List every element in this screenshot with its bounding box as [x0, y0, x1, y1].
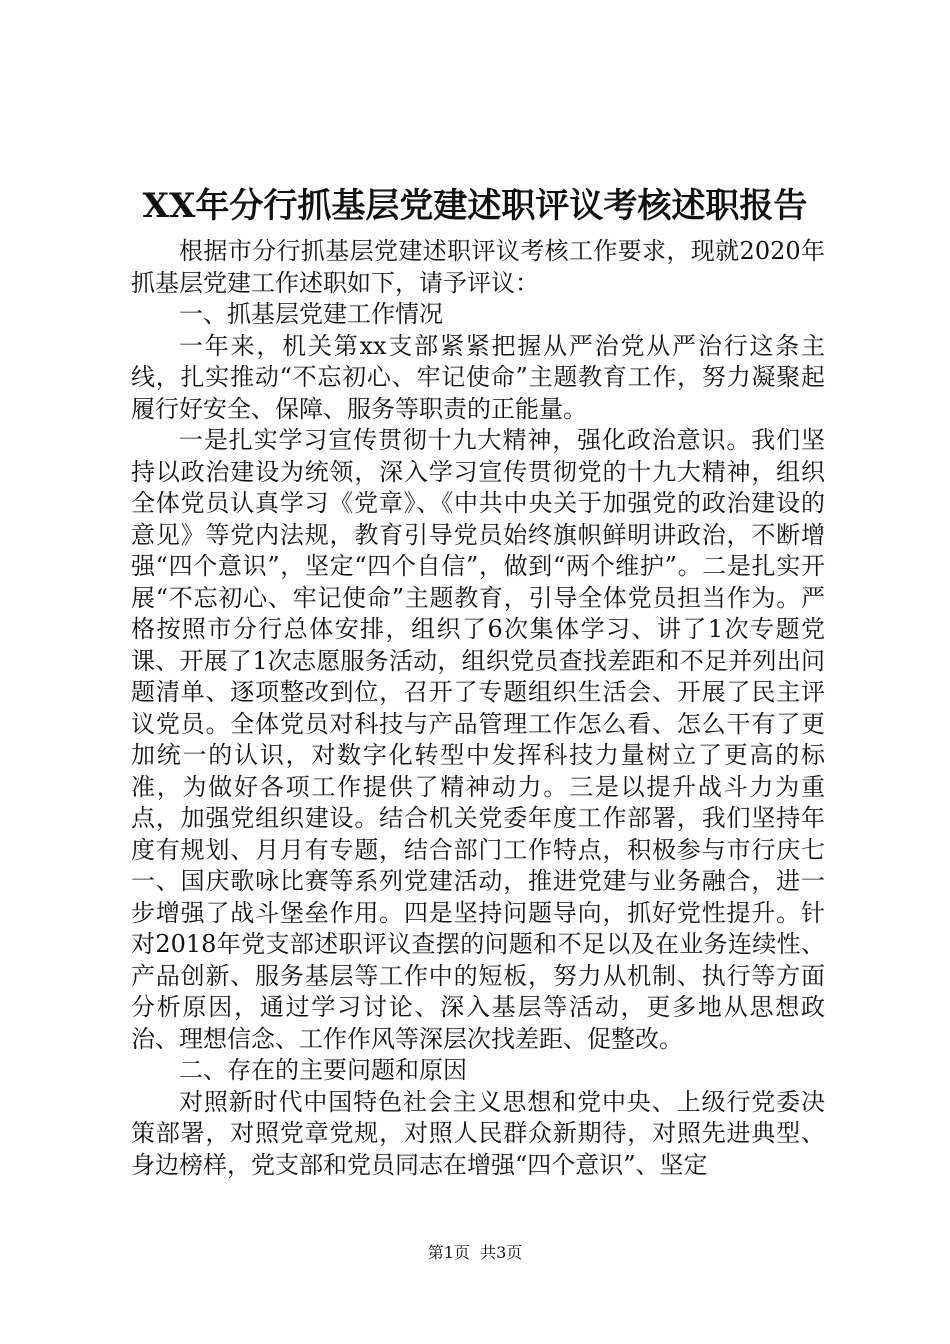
page-number-footer: 第1页 共3页: [427, 1243, 523, 1262]
paragraph-details: 一是扎实学习宣传贯彻十九大精神，强化政治意识。我们坚持以政治建设为统领，深入学习宣传贯彻党的十九大精神，组织全体党员认真学习《党章》、《中共中央关于加强党的政治建设的意见》等党内法规，教育引导党员始终旗帜鲜明讲政治，不断增强“四个意识”，坚定“四个自信”，做到“两个维护”。二是扎实开展“不忘初心、牢记使命”主题教育，引导全体党员担当作为。严格按照市分行总体安排，组织了6次集体学习、讲了1次专题党课、开展了1次志愿服务活动，组织党员查找差距和不足并列出问题清单、逐项整改到位，召开了专题组织生活会、开展了民主评议党员。全体党员对科技与产品管理工作怎么看、怎么干有了更加统一的认识，对数字化转型中发挥科技力量树立了更高的标准，为做好各项工作提供了精神动力。三是以提升战斗力为重点，加强党组织建设。结合机关党委年度工作部署，我们坚持年度有规划、月月有专题，结合部门工作特点，积极参与市行庆七一、国庆歌咏比赛等系列党建活动，推进党建与业务融合，进一步增强了战斗堡垒作用。四是坚持问题导向，抓好党性提升。针对2018年党支部述职评议查摆的问题和不足以及在业务连续性、产品创新、服务基层等工作中的短板，努力从机制、执行等方面分析原因，通过学习讨论、深入基层等活动，更多地从思想政治、理想信念、工作作风等深层次找差距、促整改。: [131, 426, 825, 1053]
paragraph-intro: 根据市分行抓基层党建述职评议考核工作要求，现就2020年抓基层党建工作述职如下，请予评议：: [131, 237, 825, 297]
section-heading-1: 一、抓基层党建工作情况: [179, 300, 443, 328]
document-body: [131, 236, 825, 1181]
document-title: XX年分行抓基层党建述职评议考核述职报告: [142, 186, 808, 226]
paragraph-problems: 对照新时代中国特色社会主义思想和党中央、上级行党委决策部署，对照党章党规，对照人民群众新期待，对照先进典型、身边榜样，党支部和党员同志在增强“四个意识”、坚定: [131, 1087, 825, 1179]
paragraph-overview: 一年来，机关第xx支部紧紧把握从严治党从严治行这条主线，扎实推动“不忘初心、牢记使命”主题教育工作，努力凝聚起履行好安全、保障、服务等职责的正能量。: [131, 331, 825, 423]
section-heading-2: 二、存在的主要问题和原因: [179, 1056, 467, 1084]
